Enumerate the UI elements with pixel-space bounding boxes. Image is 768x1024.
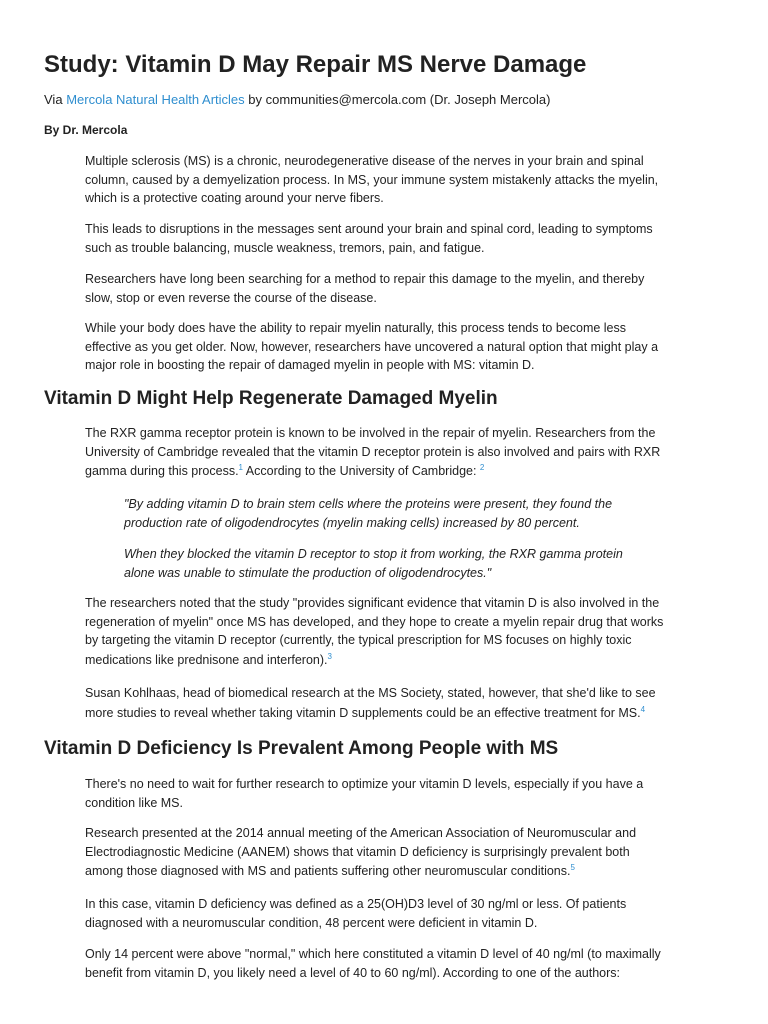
intro-paragraph-1: Multiple sclerosis (MS) is a chronic, neurodegenerative disease of the nerves in your brain and spinal column, caused by a demyelization process. In MS, your immune system mistakenly attacks the myelin, which is a protective coating around your nerve fibers. [85,154,659,206]
via-prefix: Via [44,92,63,107]
intro-paragraph-3: Researchers have long been searching for a method to repair this damage to the myelin, and thereby slow, stop or even reverse the course of the disease. [85,272,645,305]
section1-paragraph-3: Susan Kohlhaas, head of biomedical research at the MS Society, stated, however, that she'd like to see more studies to reveal whether taking vitamin D supplements could be an effective treatment for MS.$^4$ [85,686,656,720]
footnote-ref-2[interactable]: 2 [479,463,485,473]
intro-paragraph-4: While your body does have the ability to repair myelin naturally, this process tends to become less effective as you get older. Now, however, researchers have uncovered a natural option that might play a major role in boosting the repair of damaged myelin in people with MS: vitamin D. [85,321,659,373]
section1-paragraph-2: The researchers noted that the study "provides significant evidence that vitamin D is also involved in the regeneration of myelin" once MS has developed, and they hope to create a myelin repair drug that works by targeting the vitamin D receptor (currently, the typical prescription for MS focuses on highly toxic medications like prednisone and interferon).$^3$ [85,596,664,667]
section-heading-myelin: Vitamin D Might Help Regenerate Damaged Myelin [44,388,498,409]
quote-paragraph-2: When they blocked the vitamin D receptor to stop it from working, the RXR gamma protein alone was unable to stimulate the production of oligodendrocytes." [124,547,623,580]
section2-paragraph-3: In this case, vitamin D deficiency was defined as a 25(OH)D3 level of 30 ng/ml or less. Of patients diagnosed with a neuromuscular condition, 48 percent were deficient in vitamin D. [85,897,627,930]
source-line [44,91,550,109]
footnote-ref-3[interactable]: 3 [327,651,332,661]
footnote-ref-4[interactable]: 4 [640,704,646,714]
section1-paragraph-1: The RXR gamma receptor protein is known to be involved in the repair of myelin. Researchers from the University of Cambridge revealed that the vitamin D receptor protein is also involved and pairs with RXR gamma during this process.$^1$ According to the University of Cambridge: $^2$ [85,426,661,479]
source-link[interactable]: Mercola Natural Health Articles [66,92,245,107]
byline: By Dr. Mercola [44,123,128,137]
section2-paragraph-2: Research presented at the 2014 annual meeting of the American Association of Neuromuscular and Electrodiagnostic Medicine (AANEM) shows that vitamin D deficiency is surprisingly prevalent both among those diagnosed with MS and patients suffering other neuromuscular conditions.$^5$ [85,826,637,879]
article-title: Study: Vitamin D May Repair MS Nerve Damage [44,51,587,78]
via-suffix: by communities@mercola.com (Dr. Joseph Mercola) [248,92,551,107]
intro-paragraph-2: This leads to disruptions in the messages sent around your brain and spinal cord, leading to symptoms such as trouble balancing, muscle weakness, tremors, pain, and fatigue. [85,222,653,255]
quote-paragraph-1: "By adding vitamin D to brain stem cells where the proteins were present, they found the production rate of oligodendrocytes (myelin making cells) increased by 80 percent. [124,497,613,530]
footnote-ref-5[interactable]: 5 [570,863,575,873]
section2-paragraph-4: Only 14 percent were above "normal," which here constituted a vitamin D level of 40 ng/ml (to maximally benefit from vitamin D, you likely need a level of 40 to 60 ng/ml). According to one of the authors: [85,947,661,980]
footnote-ref-1[interactable]: 1 [238,463,243,473]
section2-paragraph-1: There's no need to wait for further research to optimize your vitamin D levels, especially if you have a condition like MS. [85,777,644,810]
section-heading-deficiency: Vitamin D Deficiency Is Prevalent Among People with MS [44,738,559,759]
